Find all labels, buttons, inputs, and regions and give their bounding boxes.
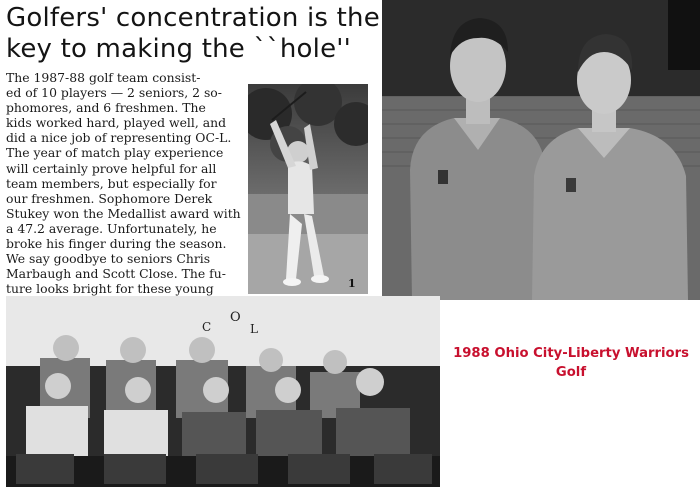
body-line: Stukey won the Medallist award with	[6, 205, 241, 221]
body-line: did a nice job of representing OC-L.	[6, 130, 232, 146]
body-line: team members, but especially for	[6, 175, 217, 191]
body-line: kids worked hard, played well, and	[6, 115, 227, 131]
golfer-swing-photo	[248, 84, 368, 294]
body-line: ture looks bright for these young	[6, 281, 214, 297]
caption	[448, 344, 694, 382]
caption-line-1: 1988 Ohio City-Liberty Warriors	[453, 346, 689, 361]
two-golfers-illustration	[382, 0, 700, 300]
page-number: 1	[348, 277, 356, 290]
body-line: our freshmen. Sophomore Derek	[6, 190, 213, 206]
body-line: broke his finger during the season.	[6, 236, 227, 252]
headline	[6, 3, 378, 65]
body-line: The year of match play experience	[6, 145, 224, 161]
team-photo-illustration	[6, 296, 440, 487]
body-line: We say goodbye to seniors Chris	[6, 251, 211, 267]
body-line: ed of 10 players — 2 seniors, 2 so-	[6, 85, 222, 101]
team-photo	[6, 296, 440, 487]
headline-line-2: key to making the ``hole''	[6, 34, 351, 64]
body-line: Marbaugh and Scott Close. The fu-	[6, 266, 226, 282]
body-line: phomores, and 6 freshmen. The	[6, 100, 206, 116]
wall-letter-o: O	[230, 310, 241, 325]
headline-line-1: Golfers' concentration is the	[6, 3, 380, 33]
wall-letter-c: C	[202, 320, 212, 334]
body-line: will certainly prove helpful for all	[6, 160, 217, 176]
body-line: The 1987-88 golf team consist-	[6, 70, 201, 85]
two-golfers-portrait-photo	[382, 0, 700, 300]
wall-letter-l: L	[250, 322, 258, 336]
caption-line-2: Golf	[555, 365, 587, 380]
golfer-swing-illustration	[248, 84, 368, 294]
article-body	[6, 70, 268, 312]
body-line: a 47.2 average. Unfortunately, he	[6, 220, 217, 236]
